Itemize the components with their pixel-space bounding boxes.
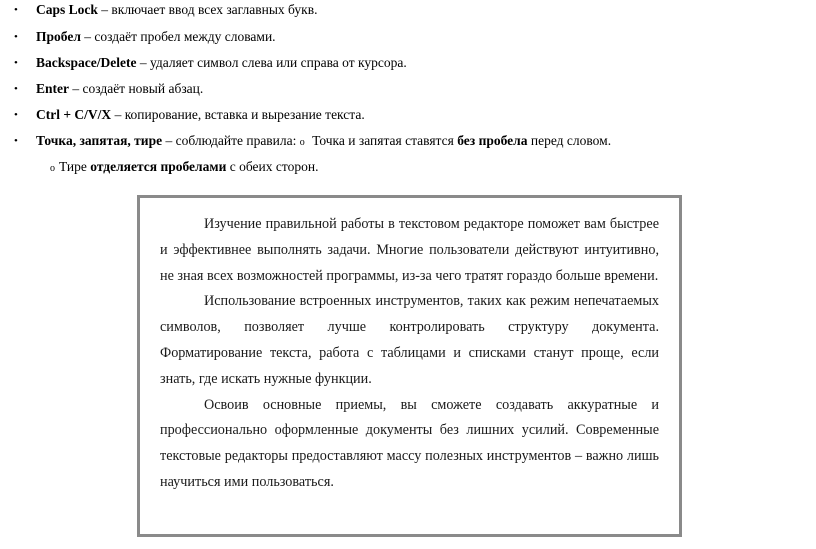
- bullet-marker: •: [14, 109, 18, 121]
- bullet-marker: •: [14, 83, 18, 95]
- term: Ctrl + C/V/X: [36, 107, 112, 122]
- definition: – включает ввод всех заглавных букв.: [97, 2, 318, 17]
- sub-list-item: [50, 158, 318, 178]
- definition: – соблюдайте правила:: [162, 133, 300, 148]
- definition: – создаёт новый абзац.: [69, 81, 204, 96]
- sub-bullet-marker: o: [50, 163, 55, 174]
- definition: – копирование, вставка и вырезание текста.: [111, 107, 365, 122]
- paragraph: Использование встроенных инструментов, таких как режим непечатаемых символов, позволяет лучше контролировать структуру документа. Форматирование текста, работа с таблицами и списками станут проще, если знать, где искать нужные функции.: [160, 293, 659, 387]
- bullet-marker: •: [14, 4, 18, 16]
- sub-emphasis: без пробела: [457, 133, 528, 148]
- definition: – удаляет символ слева или справа от курсора.: [136, 55, 407, 70]
- term: Пробел: [36, 29, 81, 44]
- bullet-marker: •: [14, 31, 18, 43]
- text-frame: [137, 195, 682, 537]
- term: Backspace/Delete: [36, 55, 137, 70]
- sub-emphasis: отделяется пробелами: [90, 159, 227, 174]
- term: Enter: [36, 81, 69, 96]
- term: Точка, запятая, тире: [36, 133, 163, 148]
- sub-text: Тире: [59, 159, 91, 174]
- bullet-marker: •: [14, 135, 18, 147]
- sub-text-end: с обеих сторон.: [226, 159, 319, 174]
- sub-text-end: перед словом.: [527, 133, 612, 148]
- sub-text: Точка и запятая ставятся: [308, 133, 458, 148]
- term: Caps Lock: [36, 2, 98, 17]
- bullet-marker: •: [14, 57, 18, 69]
- paragraph: Изучение правильной работы в текстовом редакторе поможет вам быстрее и эффективнее выполнять задачи. Многие пользователи действуют интуитивно, не зная всех возможностей программы, из-за чего тратят гораздо больше времени.: [160, 216, 659, 284]
- sub-bullet-marker: o: [299, 137, 305, 148]
- definition: – создаёт пробел между словами.: [80, 29, 276, 44]
- paragraph: Освоив основные приемы, вы сможете создавать аккуратные и профессионально оформленные документы без лишних усилий. Современные текстовые редакторы предоставляют массу полезных инструментов – важно лишь научиться ими пользоваться.: [160, 396, 659, 490]
